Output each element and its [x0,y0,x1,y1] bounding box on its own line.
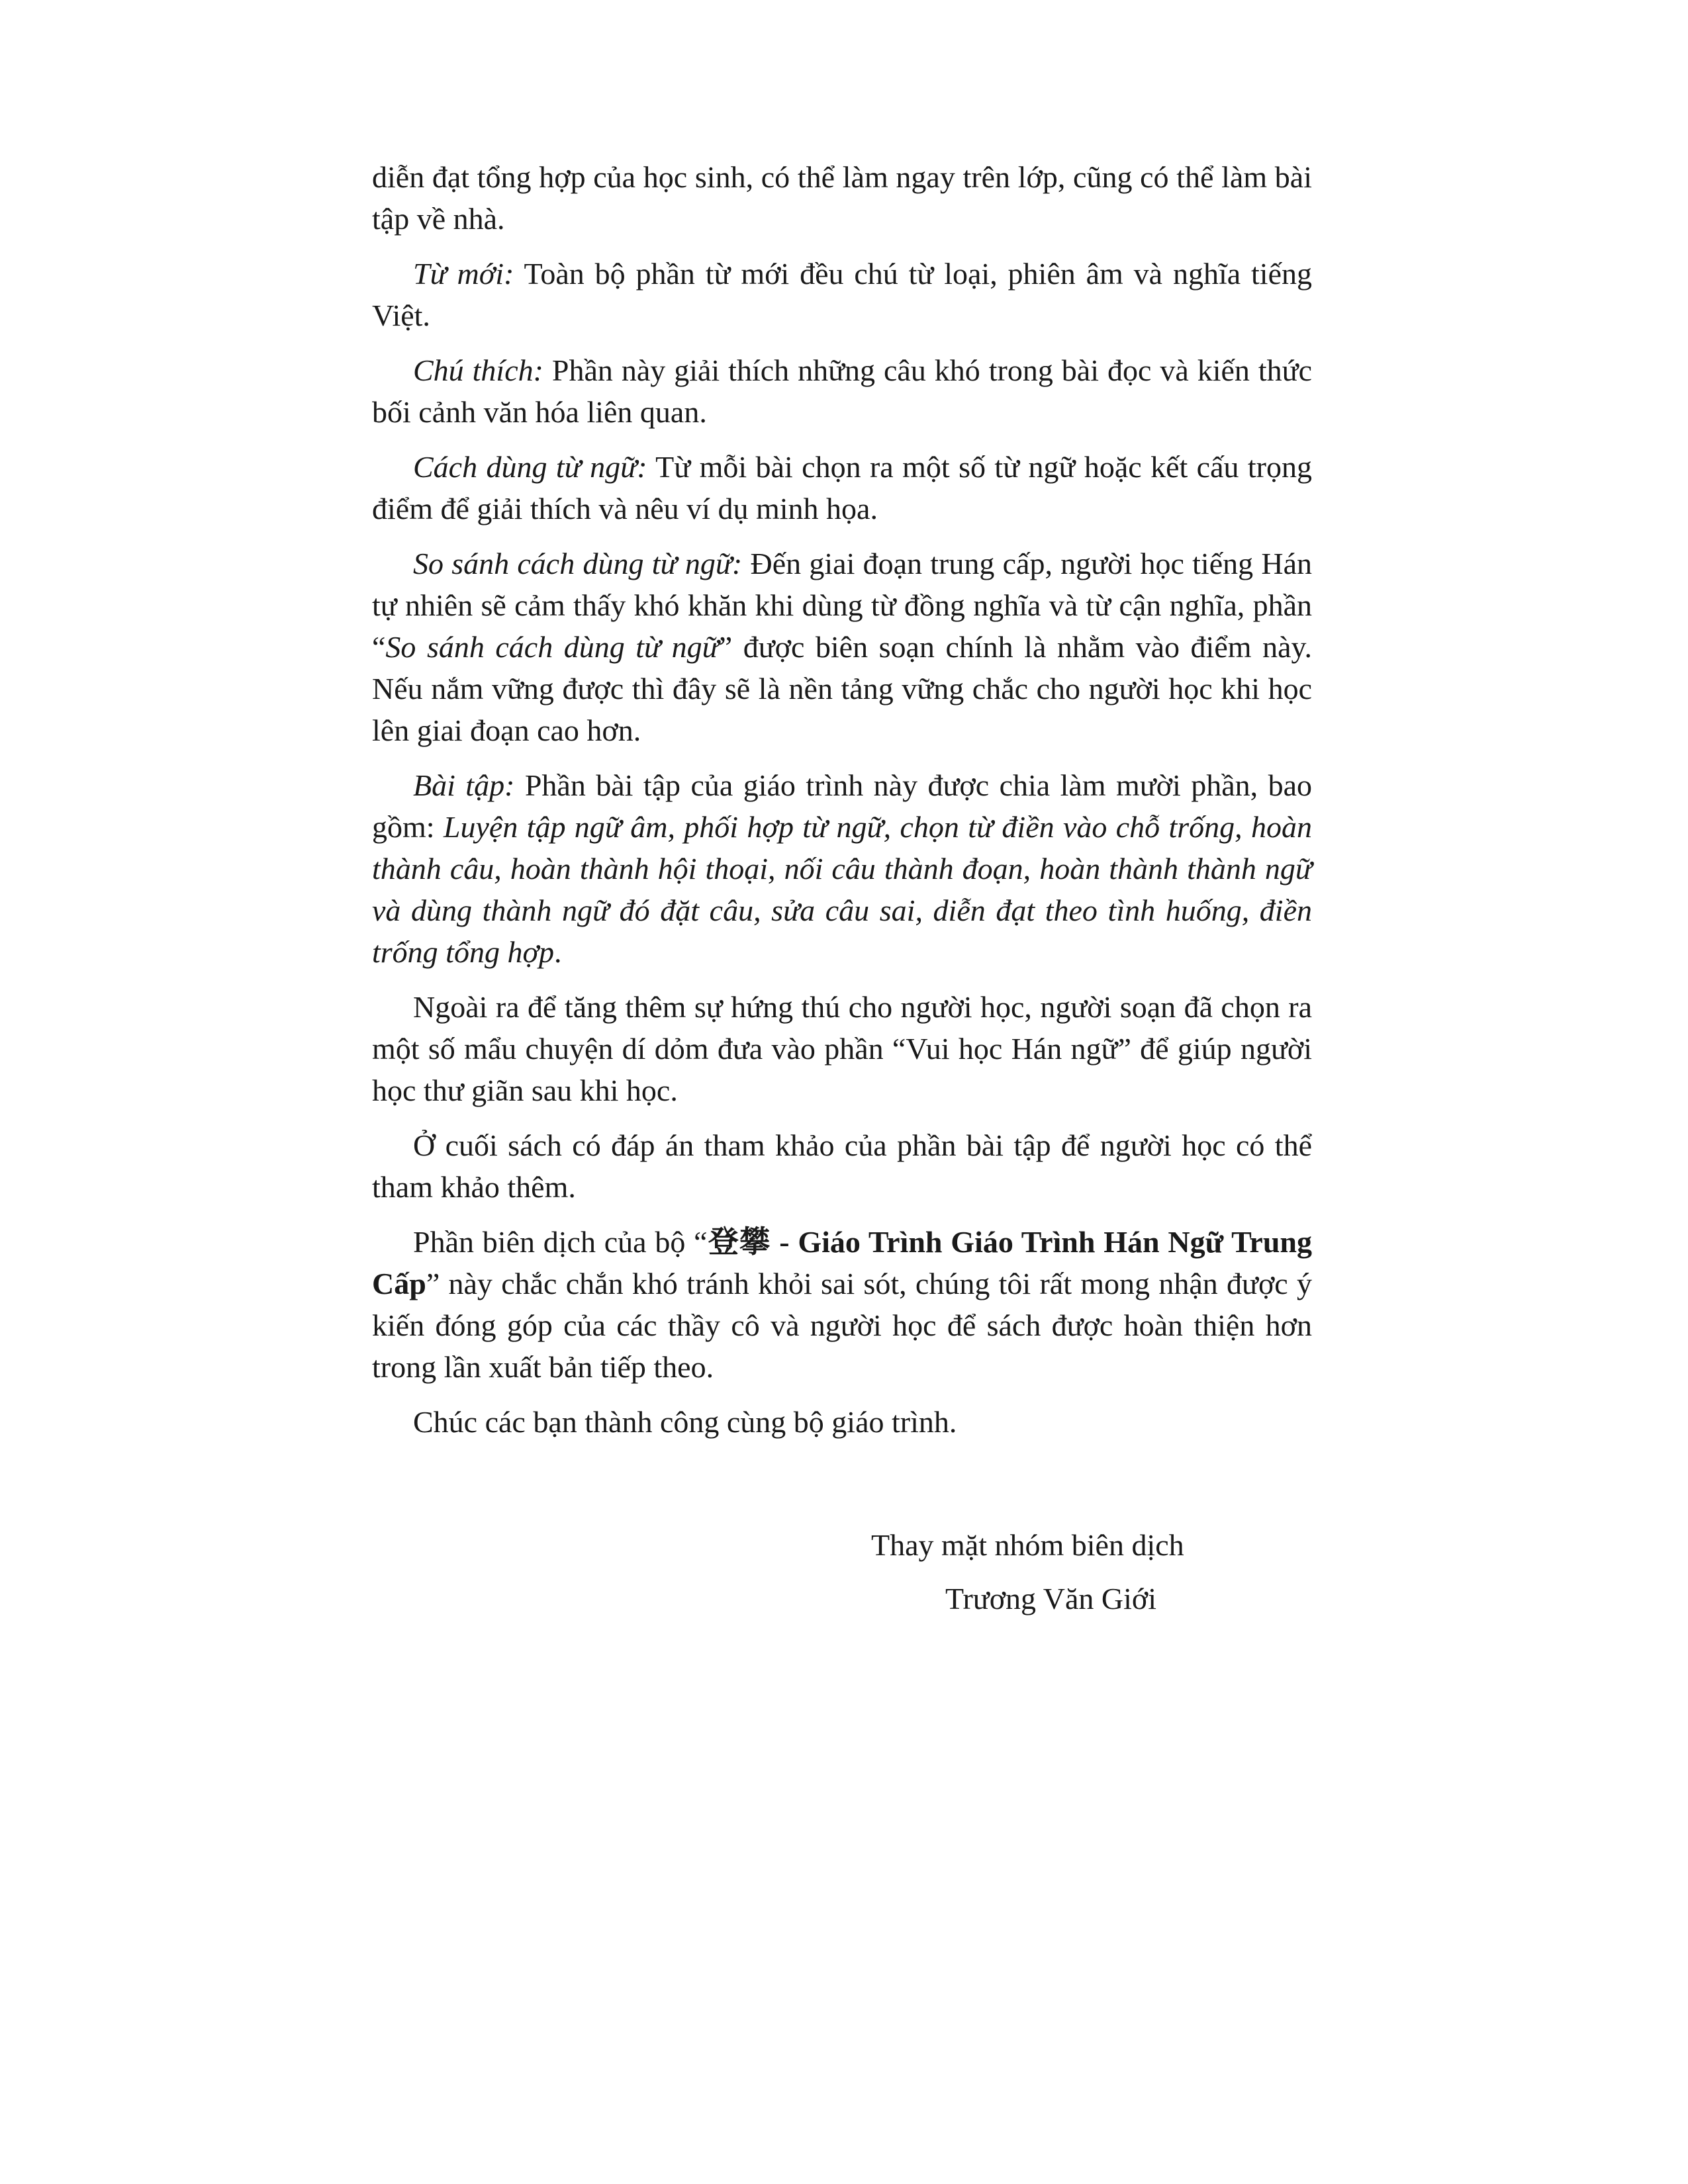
paragraph-text: Toàn bộ phần từ mới đều chú từ loại, phiên âm và nghĩa tiếng Việt. [372,257,1312,332]
body-text [372,156,1312,1456]
paragraph-closing [372,1401,1312,1443]
paragraph-exercises [372,764,1312,973]
paragraph-text: Phần biên dịch của bộ “ [413,1225,708,1259]
paragraph-text: Từ mỗi bài chọn ra một số từ ngữ hoặc kết cấu trọng điểm để giải thích và nêu ví dụ minh họa. [372,450,1313,525]
paragraph-notes [372,349,1312,433]
paragraph-text: Đến giai đoạn trung cấp, người học tiếng Hán tự nhiên sẽ cảm thấy khó khăn khi dùng từ đồng nghĩa và từ cận nghĩa, phần “ [372,547,1312,664]
paragraph-text: ” được biên soạn chính là nhằm vào điểm này. Nếu nắm vững được thì đây sẽ là nền tảng vững chắc cho người học khi học lên giai đoạn cao hơn. [372,630,1312,747]
paragraph-word-usage [372,446,1312,529]
paragraph-text: Chúc các bạn thành công cùng bộ giáo trình. [413,1405,957,1439]
book-title: 登攀 - Giáo Trình Giáo Trình Hán Ngữ Trung Cấp [372,1225,1312,1300]
signature-block [871,1518,1268,1625]
paragraph-label: Từ mới: [413,257,514,291]
paragraph-label: Cách dùng từ ngữ: [413,450,647,484]
paragraph-text: ” này chắc chắn khó tránh khỏi sai sót, chúng tôi rất mong nhận được ý kiến đóng góp của các thầy cô và người học để sách được hoàn thiện hơn trong lần xuất bản tiếp theo. [372,1267,1312,1384]
paragraph-answer-key [372,1124,1312,1208]
signature-name: Trương Văn Giới [945,1582,1156,1615]
paragraph-exercise-list: Luyện tập ngữ âm, phối hợp từ ngữ, chọn từ điền vào chỗ trống, hoàn thành câu, hoàn thành hội thoại, nối câu thành đoạn, hoàn thành thành ngữ và dùng thành ngữ đó đặt câu, sửa câu sai, diễn đạt theo tình huống, điền trống tổng hợp [372,810,1312,969]
paragraph-continuation [372,156,1312,240]
paragraph-text: Phần bài tập của giáo trình này được chia làm mười phần, bao gồm: [372,768,1313,844]
paragraph-usage-comparison [372,543,1312,751]
paragraph-text: Ngoài ra để tăng thêm sự hứng thú cho người học, người soạn đã chọn ra một số mẩu chuyện dí dỏm đưa vào phần “Vui học Hán ngữ” để giúp người học thư giãn sau khi học. [372,990,1312,1107]
signature-role: Thay mặt nhóm biên dịch [871,1528,1184,1562]
paragraph-label: Chú thích: [413,353,543,387]
paragraph-quote: So sánh cách dùng từ ngữ [385,630,719,664]
paragraph-text: Phần này giải thích những câu khó trong bài đọc và kiến thức bối cảnh văn hóa liên quan. [372,353,1312,429]
paragraph-text: . [554,935,562,969]
paragraph-feedback [372,1221,1312,1388]
paragraph-fun-learning [372,986,1312,1111]
paragraph-text: Ở cuối sách có đáp án tham khảo của phần bài tập để người học có thể tham khảo thêm. [372,1128,1312,1204]
paragraph-label: Bài tập: [413,768,515,802]
paragraph-label: So sánh cách dùng từ ngữ: [413,547,743,580]
paragraph-new-words [372,253,1312,336]
paragraph-text: diễn đạt tổng hợp của học sinh, có thể làm ngay trên lớp, cũng có thể làm bài tập về nhà. [372,160,1312,236]
